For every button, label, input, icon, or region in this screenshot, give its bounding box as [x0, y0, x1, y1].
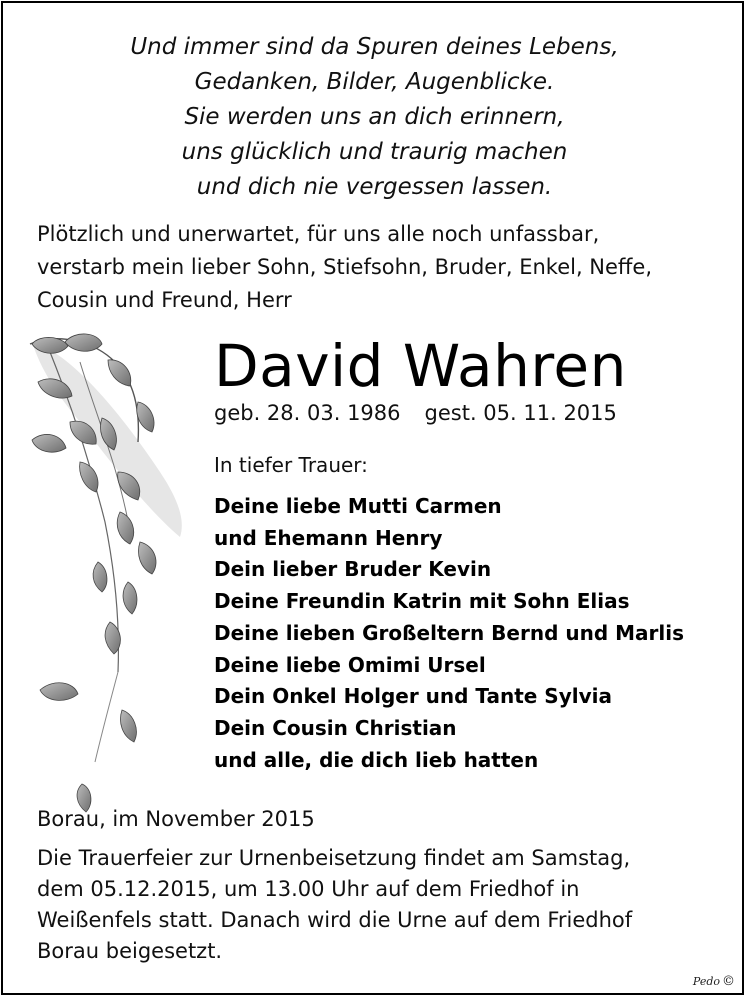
memorial-verse: [0, 30, 749, 205]
verse-line: Gedanken, Bilder, Augenblicke.: [194, 69, 555, 95]
falling-leaves-icon: [10, 322, 200, 842]
announcement-intro: [37, 218, 727, 317]
mourner-line: Dein Onkel Holger und Tante Sylvia: [214, 684, 612, 709]
publisher-credit: [693, 974, 735, 989]
mourner-line: Deine liebe Omimi Ursel: [214, 652, 486, 677]
place-and-date: Borau, im November 2015: [37, 807, 315, 831]
verse-line: uns glücklich und traurig machen: [181, 139, 568, 165]
mourner-line: Deine liebe Mutti Carmen: [214, 494, 502, 518]
death-date: gest. 05. 11. 2015: [424, 401, 617, 425]
copyright-icon: ©: [722, 974, 735, 989]
mourning-label: In tiefer Trauer:: [214, 453, 368, 477]
service-line: Die Trauerfeier zur Urnenbeisetzung findet am Samstag,: [37, 846, 631, 870]
life-dates: [214, 396, 617, 430]
funeral-service-info: [37, 843, 727, 967]
intro-line: Cousin und Freund, Herr: [37, 288, 292, 312]
service-line: Borau beigesetzt.: [37, 939, 223, 963]
mourner-line: und alle, die dich lieb hatten: [214, 747, 539, 772]
intro-line: verstarb mein lieber Sohn, Stiefsohn, Bruder, Enkel, Neffe,: [37, 255, 652, 279]
mourner-line: Deine lieben Großeltern Bernd und Marlis: [214, 620, 684, 645]
service-line: dem 05.12.2015, um 13.00 Uhr auf dem Friedhof in: [37, 877, 580, 901]
mourner-line: Dein Cousin Christian: [214, 715, 457, 740]
mourner-line: Dein lieber Bruder Kevin: [214, 557, 492, 582]
service-line: Weißenfels statt. Danach wird die Urne auf dem Friedhof: [37, 908, 633, 932]
birth-date: geb. 28. 03. 1986: [214, 401, 401, 425]
mourner-line: Deine Freundin Katrin mit Sohn Elias: [214, 589, 630, 614]
mourner-line: und Ehemann Henry: [214, 525, 443, 550]
verse-line: Sie werden uns an dich erinnern,: [184, 104, 565, 130]
deceased-name: David Wahren: [214, 332, 627, 400]
verse-line: und dich nie vergessen lassen.: [196, 174, 553, 200]
intro-line: Plötzlich und unerwartet, für uns alle noch unfassbar,: [37, 222, 600, 246]
mourners-list: [214, 491, 734, 776]
verse-line: Und immer sind da Spuren deines Lebens,: [130, 34, 619, 60]
credit-text: Pedo: [692, 975, 720, 988]
